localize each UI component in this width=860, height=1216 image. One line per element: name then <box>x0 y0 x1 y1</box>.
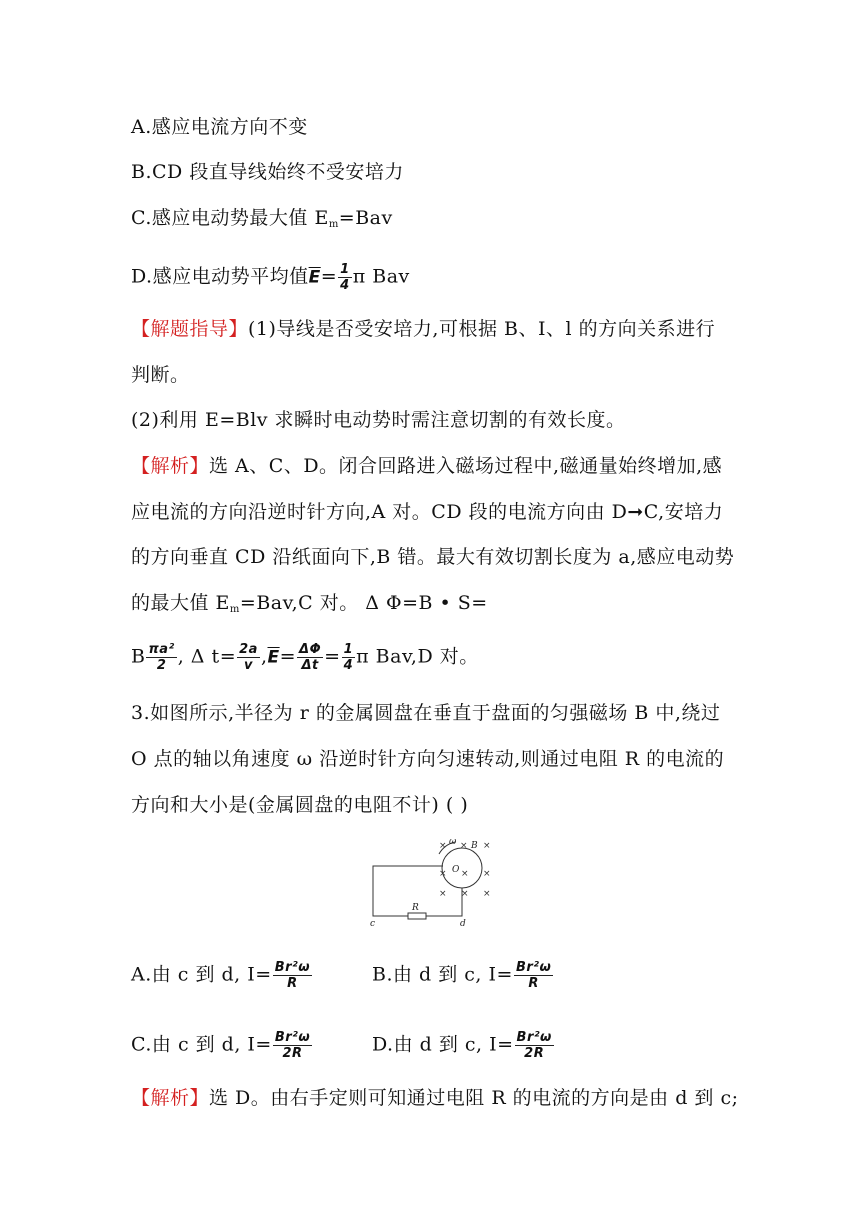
fraction-denominator: R <box>287 976 298 991</box>
fraction-quarter <box>338 262 352 293</box>
fraction-numerator: 2a <box>239 642 258 657</box>
fraction-numerator: 1 <box>340 262 350 277</box>
fraction-numerator: Br²ω <box>515 960 552 975</box>
analysis-label: 【解析】 <box>131 1087 210 1109</box>
analysis3-text: 选 D。由右手定则可知通过电阻 R 的电流的方向是由 d 到 c; <box>209 1087 739 1109</box>
fraction-denominator: 4 <box>340 278 350 293</box>
fraction-denominator: v <box>244 658 254 673</box>
b-field-cross: × <box>483 869 491 879</box>
r-label: R <box>412 903 419 913</box>
analysis-text-5: π Bav,D 对。 <box>356 645 479 668</box>
fraction-time <box>237 642 260 673</box>
fraction-current <box>273 960 312 991</box>
fraction-area <box>146 642 176 673</box>
subscript: m <box>328 219 339 230</box>
fraction-current <box>273 1030 312 1061</box>
fraction-numerator: Br²ω <box>274 960 311 975</box>
option-c-value: =Bav <box>338 207 393 229</box>
option-a: A.感应电流方向不变 <box>131 116 308 138</box>
b-field-cross: × <box>461 889 469 899</box>
analysis-line-5 <box>131 642 479 673</box>
fraction-denominator: 4 <box>343 658 354 673</box>
b-field-cross: × <box>483 889 491 899</box>
fraction-current <box>515 1030 554 1061</box>
metal-disk <box>442 848 482 888</box>
option-d-text: D.感应电动势平均值 <box>131 265 309 288</box>
q3-option-c <box>131 1030 313 1061</box>
analysis-text-4b: =Bav,C 对。 Δ Φ=B • S= <box>239 592 488 614</box>
fraction-numerator: Br²ω <box>274 1030 311 1045</box>
fraction-denominator: R <box>528 976 539 991</box>
option-c <box>131 205 393 238</box>
option-text: A.由 c 到 d, I= <box>131 963 272 986</box>
b-label: B <box>471 841 478 851</box>
b-symbol: B <box>131 645 146 668</box>
guide-line-3: (2)利用 E=Blv 求瞬时电动势时需注意切割的有效长度。 <box>131 409 626 431</box>
d-label: d <box>460 919 466 929</box>
circuit-figure <box>365 828 500 930</box>
b-field-cross: × <box>460 841 468 851</box>
guide-label: 【解题指导】 <box>131 318 249 340</box>
option-b: B.CD 段直导线始终不受安培力 <box>131 161 404 183</box>
omega-label: ω <box>449 837 457 847</box>
guide-text-1: (1)导线是否受安培力,可根据 B、I、l 的方向关系进行 <box>248 318 716 340</box>
q3-line-3: 方向和大小是(金属圆盘的电阻不计) ( ) <box>131 794 469 816</box>
option-text: C.由 c 到 d, I= <box>131 1033 272 1056</box>
fraction-flux <box>297 642 323 673</box>
analysis-line-2: 应电流的方向沿逆时针方向,A 对。CD 段的电流方向由 D➞C,安培力 <box>131 501 724 523</box>
fraction-denominator: 2R <box>524 1046 545 1061</box>
option-text: D.由 d 到 c, I= <box>372 1033 514 1056</box>
b-field-cross: × <box>439 841 447 851</box>
equals: = <box>324 645 341 668</box>
fraction-numerator: πa² <box>148 642 175 657</box>
q3-line-1: 3.如图所示,半径为 r 的金属圆盘在垂直于盘面的匀强磁场 B 中,绕过 <box>131 702 721 724</box>
q3-option-a <box>131 960 313 991</box>
fraction-numerator: Br²ω <box>516 1030 552 1045</box>
resistor <box>408 913 426 919</box>
analysis-line-1 <box>131 453 722 479</box>
option-c-text: C.感应电动势最大值 E <box>131 207 329 229</box>
b-field-cross: × <box>439 869 447 879</box>
equals: = <box>279 645 297 668</box>
fraction-denominator: Δt <box>301 658 319 673</box>
analysis-text-4: 的最大值 E <box>131 592 230 614</box>
option-text: B.由 d 到 c, I= <box>372 963 513 986</box>
q3-option-d <box>372 1030 555 1061</box>
average-e-symbol: $\overline{E}$ <box>267 647 280 668</box>
c-label: c <box>370 919 376 929</box>
analysis3-line <box>131 1085 739 1111</box>
q3-line-2: O 点的轴以角速度 ω 沿逆时针方向匀速转动,则通过电阻 R 的电流的 <box>131 748 725 770</box>
o-label: O <box>452 865 460 875</box>
analysis-label: 【解析】 <box>131 455 210 477</box>
q3-option-b <box>372 960 554 991</box>
fraction-current <box>514 960 553 991</box>
analysis-line-4 <box>131 590 488 623</box>
guide-line-2: 判断。 <box>131 364 190 386</box>
b-field-cross: × <box>439 889 447 899</box>
fraction-numerator: ΔΦ <box>299 642 322 657</box>
option-d <box>131 262 410 293</box>
average-e-symbol: $\overline{E}$ <box>308 267 321 288</box>
b-field-cross: × <box>483 841 491 851</box>
analysis-line-3: 的方向垂直 CD 沿纸面向下,B 错。最大有效切割长度为 a,感应电动势 <box>131 546 735 568</box>
fraction-numerator: 1 <box>343 642 354 657</box>
b-field-cross: × <box>461 869 469 879</box>
comma: , <box>260 645 268 668</box>
fraction-quarter <box>342 642 356 673</box>
guide-line-1 <box>131 316 715 342</box>
fraction-denominator: 2R <box>282 1046 303 1061</box>
option-d-value: π Bav <box>352 265 410 288</box>
equals: = <box>320 265 338 288</box>
fraction-denominator: 2 <box>156 658 167 673</box>
analysis-text-1: 选 A、C、D。闭合回路进入磁场过程中,磁通量始终增加,感 <box>209 455 723 477</box>
delta-t-text: , Δ t= <box>177 645 237 668</box>
subscript: m <box>229 604 240 615</box>
